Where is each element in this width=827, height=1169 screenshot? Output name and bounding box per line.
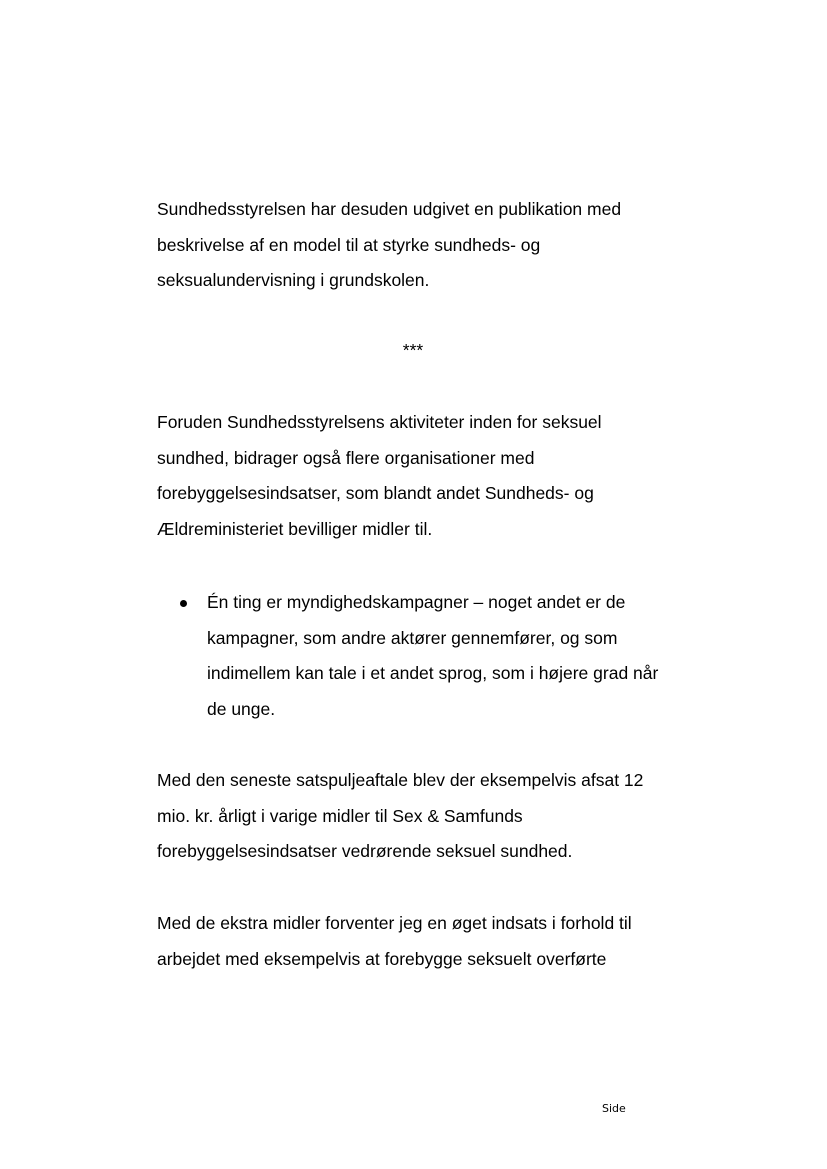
paragraph-organisations — [157, 405, 677, 547]
bullet-line: kampagner, som andre aktører gennemfører, og som — [207, 627, 618, 648]
paragraph-publication — [157, 192, 677, 299]
section-separator: *** — [402, 340, 424, 360]
paragraph-line: Sundhedsstyrelsen har desuden udgivet en publikation med — [157, 199, 622, 219]
paragraph-line: Med den seneste satspuljeaftale blev der eksempelvis afsat 12 — [157, 770, 644, 790]
bullet-line: de unge. — [207, 698, 276, 719]
bullet-line: indimellem kan tale i et andet sprog, som i højere grad når — [207, 663, 659, 683]
bullet-text — [207, 585, 658, 727]
paragraph-line: forebyggelsesindsatser, som blandt andet Sundheds- og — [157, 483, 594, 503]
paragraph-line: Foruden Sundhedsstyrelsens aktiviteter inden for seksuel — [157, 412, 602, 432]
paragraph-line: seksualundervisning i grundskolen. — [157, 270, 430, 290]
paragraph-line: beskrivelse af en model til at styrke sundheds- og — [157, 234, 541, 255]
paragraph-line: mio. kr. årligt i varige midler til Sex & Samfunds — [157, 805, 523, 826]
bullet-icon — [180, 600, 187, 607]
bullet-line: Én ting er myndighedskampagner – noget andet er de — [207, 592, 626, 612]
paragraph-line: Ældreministeriet bevilliger midler til. — [157, 518, 433, 539]
paragraph-line: forebyggelsesindsatser vedrørende seksuel sundhed. — [157, 841, 573, 861]
paragraph-extra-funds — [157, 906, 677, 977]
paragraph-line: Med de ekstra midler forventer jeg en øget indsats i forhold til — [157, 913, 632, 933]
paragraph-satspulje — [157, 763, 677, 870]
paragraph-line: arbejdet med eksempelvis at forebygge seksuelt overførte — [157, 948, 607, 969]
page-footer-label: Side — [602, 1102, 626, 1115]
paragraph-line: sundhed, bidrager også flere organisationer med — [157, 447, 535, 468]
